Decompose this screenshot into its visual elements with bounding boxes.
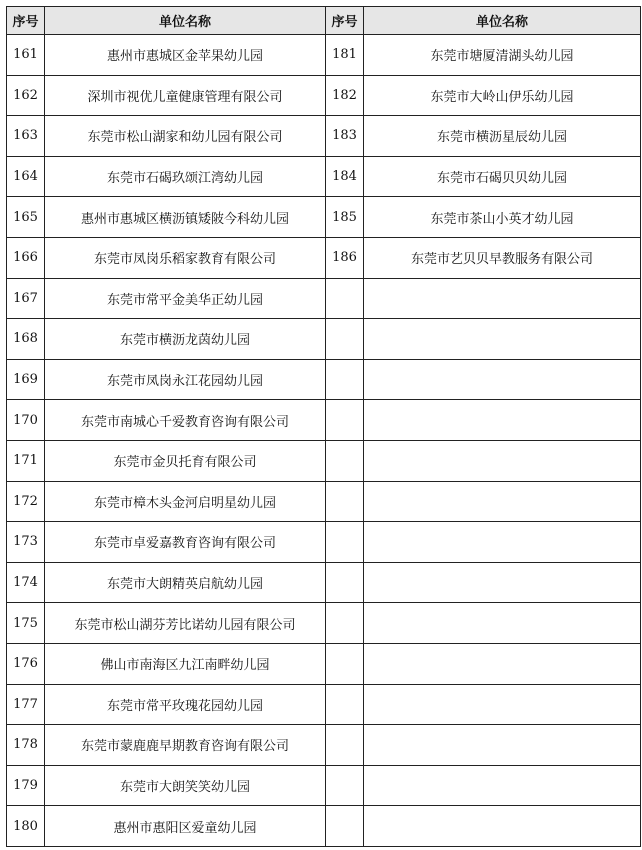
table-row (7, 156, 641, 197)
table-row (7, 197, 641, 238)
seq-cell-left: 167 (7, 278, 45, 319)
table-header (7, 7, 641, 35)
header-name-right: 单位名称 (364, 7, 641, 35)
header-seq-right: 序号 (326, 7, 364, 35)
name-cell-right (364, 400, 641, 441)
name-cell-left: 东莞市大朗笑笑幼儿园 (45, 765, 326, 806)
name-cell-left: 佛山市南海区九江南畔幼儿园 (45, 643, 326, 684)
seq-cell-left: 170 (7, 400, 45, 441)
name-cell-left: 东莞市常平金美华正幼儿园 (45, 278, 326, 319)
name-cell-left: 东莞市石碣玖颂江湾幼儿园 (45, 156, 326, 197)
name-cell-right: 东莞市横沥星辰幼儿园 (364, 116, 641, 157)
table-row (7, 359, 641, 400)
seq-cell-right: 181 (326, 35, 364, 76)
seq-cell-left: 180 (7, 806, 45, 847)
name-cell-left: 东莞市松山湖家和幼儿园有限公司 (45, 116, 326, 157)
seq-cell-left: 176 (7, 643, 45, 684)
name-cell-left: 东莞市樟木头金河启明星幼儿园 (45, 481, 326, 522)
name-cell-left: 惠州市惠城区金苹果幼儿园 (45, 35, 326, 76)
seq-cell-right (326, 725, 364, 766)
name-cell-right (364, 522, 641, 563)
seq-cell-right (326, 806, 364, 847)
table-body (7, 35, 641, 847)
seq-cell-left: 177 (7, 684, 45, 725)
seq-cell-right (326, 603, 364, 644)
table-row (7, 603, 641, 644)
name-cell-left: 东莞市蒙鹿鹿早期教育咨询有限公司 (45, 725, 326, 766)
seq-cell-left: 171 (7, 440, 45, 481)
table-row (7, 684, 641, 725)
table-row (7, 725, 641, 766)
seq-cell-right (326, 643, 364, 684)
name-cell-left: 东莞市金贝托育有限公司 (45, 440, 326, 481)
name-cell-left: 东莞市横沥龙茵幼儿园 (45, 319, 326, 360)
name-cell-left: 东莞市凤岗永江花园幼儿园 (45, 359, 326, 400)
seq-cell-left: 169 (7, 359, 45, 400)
table-row (7, 562, 641, 603)
seq-cell-left: 172 (7, 481, 45, 522)
seq-cell-right (326, 278, 364, 319)
seq-cell-left: 179 (7, 765, 45, 806)
header-seq-left: 序号 (7, 7, 45, 35)
name-cell-right (364, 603, 641, 644)
seq-cell-right: 184 (326, 156, 364, 197)
name-cell-right (364, 440, 641, 481)
name-cell-left: 深圳市视优儿童健康管理有限公司 (45, 75, 326, 116)
name-cell-right (364, 806, 641, 847)
seq-cell-right (326, 319, 364, 360)
name-cell-right (364, 319, 641, 360)
name-cell-right (364, 725, 641, 766)
table-row (7, 400, 641, 441)
table-row (7, 440, 641, 481)
seq-cell-right: 185 (326, 197, 364, 238)
table-row (7, 806, 641, 847)
name-cell-right (364, 643, 641, 684)
table-row (7, 643, 641, 684)
seq-cell-right: 186 (326, 237, 364, 278)
table-row (7, 522, 641, 563)
name-cell-left: 惠州市惠城区横沥镇矮陂今科幼儿园 (45, 197, 326, 238)
name-cell-right: 东莞市大岭山伊乐幼儿园 (364, 75, 641, 116)
seq-cell-left: 166 (7, 237, 45, 278)
name-cell-left: 东莞市卓爱嘉教育咨询有限公司 (45, 522, 326, 563)
name-cell-left: 惠州市惠阳区爱童幼儿园 (45, 806, 326, 847)
table-row (7, 319, 641, 360)
seq-cell-right (326, 522, 364, 563)
header-row (7, 7, 641, 35)
name-cell-right (364, 481, 641, 522)
seq-cell-right (326, 765, 364, 806)
name-cell-left: 东莞市常平玫瑰花园幼儿园 (45, 684, 326, 725)
seq-cell-left: 178 (7, 725, 45, 766)
seq-cell-right (326, 359, 364, 400)
seq-cell-right (326, 684, 364, 725)
table-row (7, 765, 641, 806)
table-row (7, 278, 641, 319)
name-cell-right (364, 684, 641, 725)
table-row (7, 35, 641, 76)
seq-cell-right (326, 440, 364, 481)
seq-cell-left: 165 (7, 197, 45, 238)
seq-cell-right (326, 481, 364, 522)
name-cell-right: 东莞市塘厦清湖头幼儿园 (364, 35, 641, 76)
seq-cell-left: 162 (7, 75, 45, 116)
name-cell-left: 东莞市松山湖芬芳比诺幼儿园有限公司 (45, 603, 326, 644)
seq-cell-left: 168 (7, 319, 45, 360)
seq-cell-right (326, 400, 364, 441)
name-cell-right (364, 278, 641, 319)
seq-cell-right: 183 (326, 116, 364, 157)
seq-cell-left: 163 (7, 116, 45, 157)
seq-cell-left: 174 (7, 562, 45, 603)
name-cell-right (364, 765, 641, 806)
name-cell-left: 东莞市南城心千爱教育咨询有限公司 (45, 400, 326, 441)
table-row (7, 481, 641, 522)
seq-cell-left: 164 (7, 156, 45, 197)
name-cell-right: 东莞市茶山小英才幼儿园 (364, 197, 641, 238)
name-cell-left: 东莞市凤岗乐稻家教育有限公司 (45, 237, 326, 278)
name-cell-right: 东莞市艺贝贝早教服务有限公司 (364, 237, 641, 278)
seq-cell-left: 175 (7, 603, 45, 644)
header-name-left: 单位名称 (45, 7, 326, 35)
seq-cell-right: 182 (326, 75, 364, 116)
seq-cell-left: 161 (7, 35, 45, 76)
institution-table (6, 6, 641, 847)
table-row (7, 75, 641, 116)
name-cell-right: 东莞市石碣贝贝幼儿园 (364, 156, 641, 197)
name-cell-right (364, 562, 641, 603)
seq-cell-left: 173 (7, 522, 45, 563)
table-row (7, 116, 641, 157)
name-cell-right (364, 359, 641, 400)
name-cell-left: 东莞市大朗精英启航幼儿园 (45, 562, 326, 603)
table-row (7, 237, 641, 278)
seq-cell-right (326, 562, 364, 603)
